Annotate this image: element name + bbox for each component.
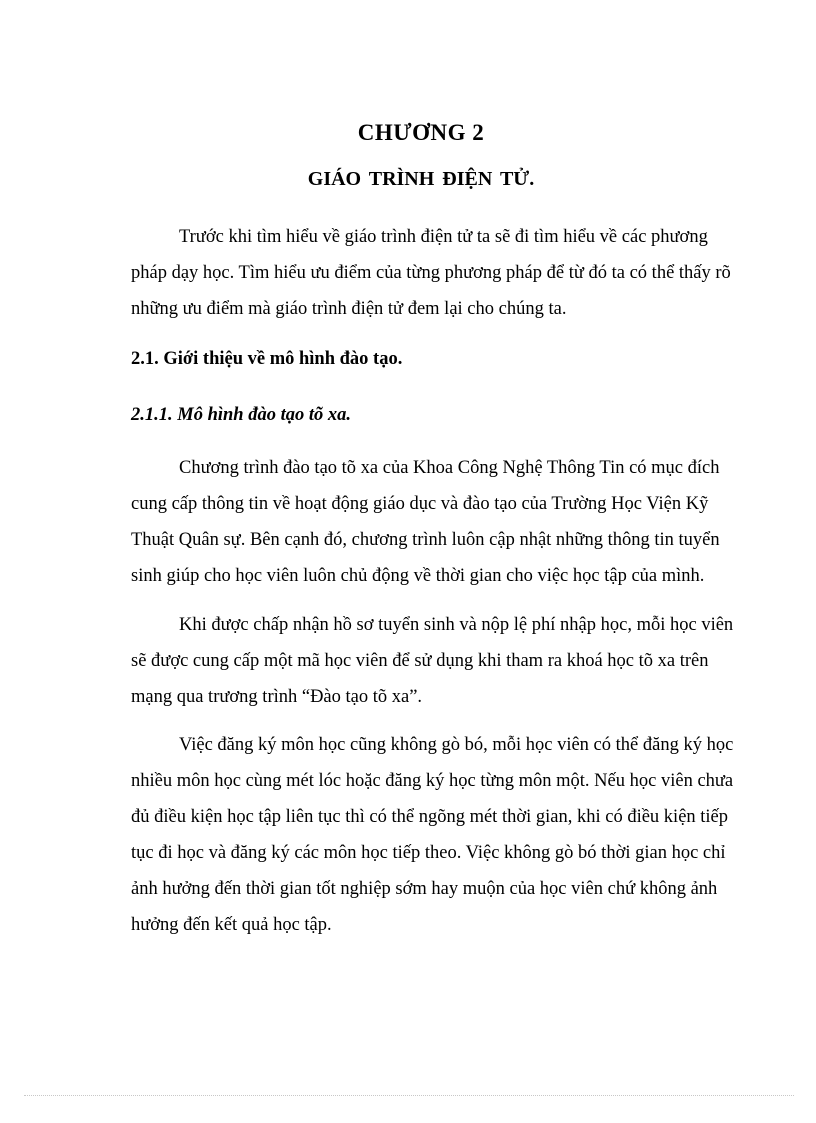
body-paragraph-3: Việc đăng ký môn học cũng không gò bó, mỗi học viên có thể đăng ký học nhiều môn học cùng mét lóc hoặc đăng ký học từng môn một. Nếu học viên chưa đủ điều kiện học tập liên tục thì có thể ngõng mét thời gian, khi có điều kiện tiếp tục đi học và đăng ký các môn học tiếp theo. Việc không gò bó thời gian học chỉ ảnh hưởng đến thời gian tốt nghiệp sớm hay muộn của học viên chứ không ảnh hưởng đến kết quả học tập. [131,735,734,935]
section-heading-2-1-1: 2.1.1. Mô hình đào tạo tõ xa. [131,405,351,425]
chapter-title: CHƯƠNG 2 [357,120,485,145]
intro-paragraph: Trước khi tìm hiểu về giáo trình điện tử ta sẽ đi tìm hiểu về các phương pháp dạy học. Tìm hiểu ưu điểm của từng phương pháp để từ đó ta có thể thấy rõ những ưu điểm mà giáo trình điện tử đem lại cho chúng ta. [131,227,731,319]
chapter-subtitle: GIÁO TRÌNH ĐIỆN TỬ. [307,168,535,190]
section-heading-2-1: 2.1. Giới thiệu về mô hình đào tạo. [131,349,403,369]
body-paragraph-2: Khi được chấp nhận hồ sơ tuyển sinh và nộp lệ phí nhập học, mỗi học viên sẽ được cung cấp một mã học viên để sử dụng khi tham ra khoá học tõ xa trên mạng qua trương trình “Đào tạo tõ xa”. [131,615,734,707]
page-bottom-divider [24,1095,794,1096]
body-paragraph-1: Chương trình đào tạo tõ xa của Khoa Công Nghệ Thông Tin có mục đích cung cấp thông tin về hoạt động giáo dục và đào tạo của Trường Học Viện Kỹ Thuật Quân sự. Bên cạnh đó, chương trình luôn cập nhật những thông tin tuyển sinh giúp cho học viên luôn chủ động về thời gian cho việc học tập của mình. [131,458,720,586]
